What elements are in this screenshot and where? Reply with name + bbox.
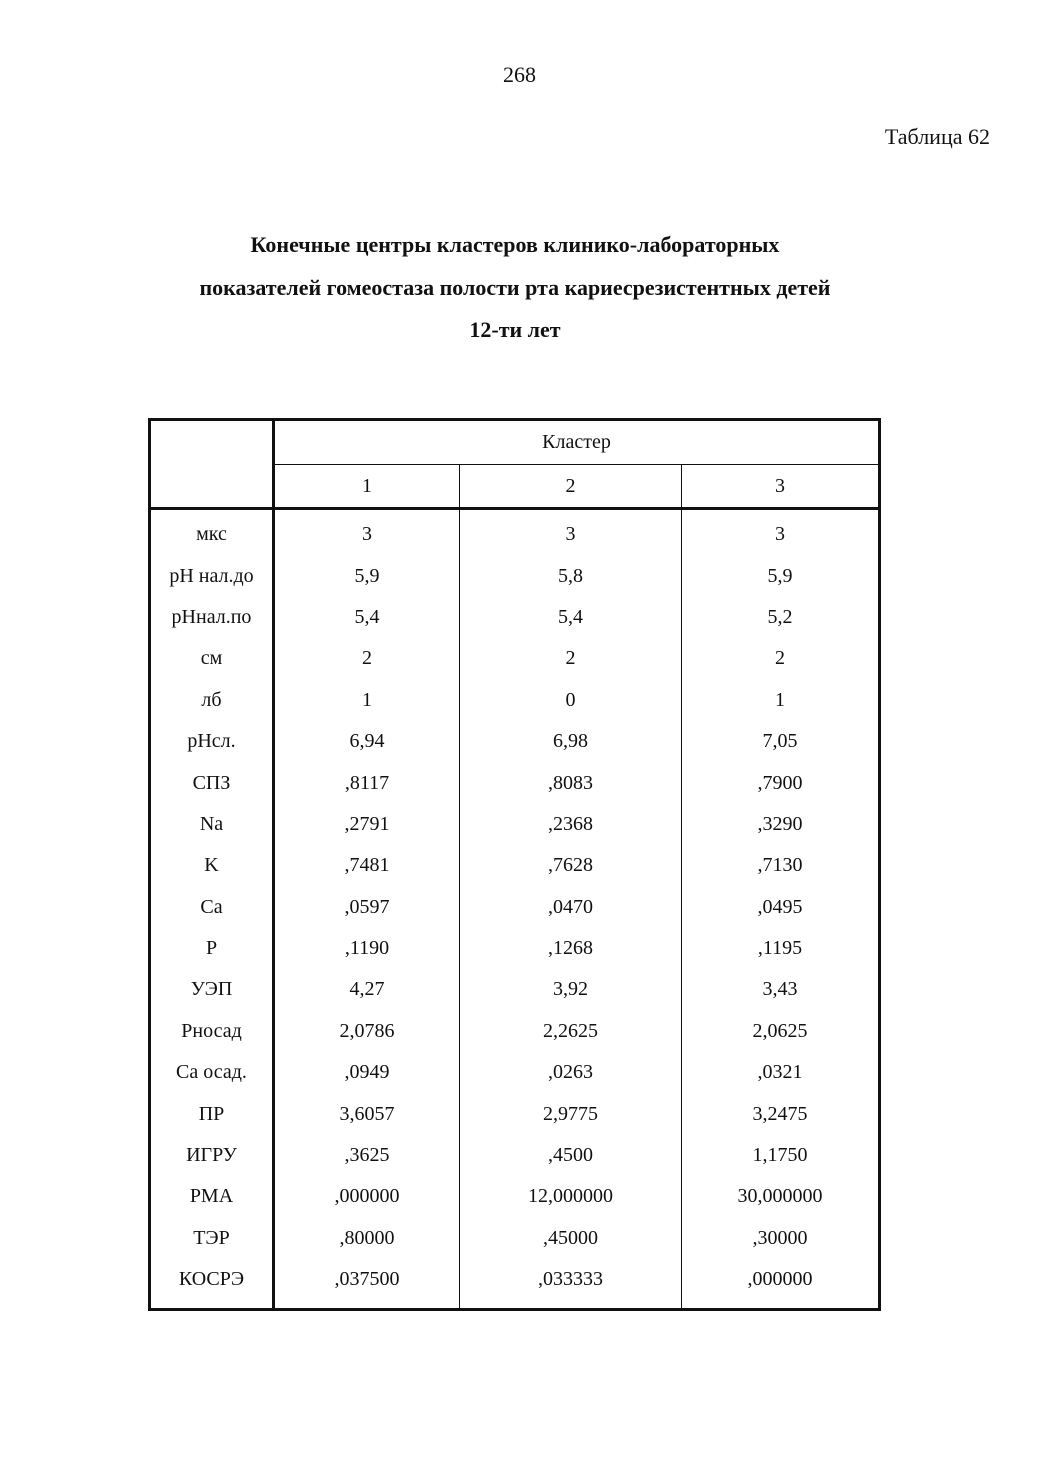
table-row	[150, 509, 880, 556]
cell-cluster-2: 5,8	[460, 555, 682, 596]
cell-cluster-2: 0	[460, 680, 682, 721]
cell-cluster-1: ,80000	[274, 1218, 460, 1259]
row-label: P	[150, 928, 274, 969]
cell-cluster-2: ,8083	[460, 762, 682, 803]
cell-cluster-3: 3	[775, 523, 785, 546]
table-row	[150, 887, 880, 928]
cell-cluster-3: 3,2475	[752, 1102, 808, 1125]
cell-cluster-3: 5,9	[767, 564, 793, 587]
table-row	[150, 721, 880, 762]
table-row	[150, 680, 880, 721]
cell-cluster-1: ,2791	[274, 804, 460, 845]
row-label: K	[150, 845, 274, 886]
row-label: ТЭР	[150, 1218, 274, 1259]
cell-cluster-2: 2,9775	[460, 1093, 682, 1134]
title-line: показателей гомеостаза полости рта кариесрезистентных детей	[199, 274, 831, 300]
column-header: 2	[460, 465, 682, 509]
table-row	[150, 1011, 880, 1052]
cell-cluster-3: ,000000	[747, 1268, 813, 1291]
title-line: Конечные центры кластеров клинико-лабораторных	[250, 232, 780, 257]
cell-cluster-2: ,45000	[460, 1218, 682, 1259]
row-label: pHсл.	[150, 721, 274, 762]
title-line: 12-ти лет	[469, 317, 561, 342]
row-label: Ca	[150, 887, 274, 928]
table-label: Таблица 62	[884, 124, 990, 149]
table-row	[150, 1093, 880, 1134]
row-label: мкс	[150, 509, 274, 556]
cell-cluster-3: ,30000	[752, 1226, 808, 1249]
cell-cluster-1: ,1190	[274, 928, 460, 969]
table-row	[150, 804, 880, 845]
row-label: PMA	[150, 1176, 274, 1217]
row-label: см	[150, 638, 274, 679]
row-label: Na	[150, 804, 274, 845]
cell-cluster-3: 30,000000	[737, 1185, 823, 1208]
row-label: Ca осад.	[150, 1052, 274, 1093]
table-row	[150, 969, 880, 1010]
cell-cluster-1: ,0597	[274, 887, 460, 928]
corner-cell	[150, 420, 274, 509]
row-label: лб	[150, 680, 274, 721]
cell-cluster-1: ,3625	[274, 1135, 460, 1176]
cell-cluster-3: ,3290	[757, 812, 803, 835]
table-row	[150, 1176, 880, 1217]
table-row	[150, 555, 880, 596]
cell-cluster-1: ,000000	[274, 1176, 460, 1217]
cell-cluster-2: 12,000000	[460, 1176, 682, 1217]
cell-cluster-1: 5,9	[274, 555, 460, 596]
cell-cluster-1: 2	[274, 638, 460, 679]
cell-cluster-3: 3,43	[762, 978, 798, 1001]
table-row	[150, 845, 880, 886]
table-body	[150, 509, 880, 1310]
cell-cluster-1: 4,27	[274, 969, 460, 1010]
cell-cluster-2: ,1268	[460, 928, 682, 969]
cell-cluster-3: ,0495	[757, 895, 803, 918]
cell-cluster-3: 2	[775, 647, 785, 670]
row-label: УЭП	[150, 969, 274, 1010]
cell-cluster-3: ,1195	[757, 937, 803, 960]
cell-cluster-3: ,7130	[757, 854, 803, 877]
cell-cluster-3: 7,05	[762, 730, 798, 753]
cell-cluster-2: 5,4	[460, 597, 682, 638]
cell-cluster-2: ,033333	[460, 1259, 682, 1310]
cell-cluster-3: ,0321	[757, 1061, 803, 1084]
cell-cluster-1: 5,4	[274, 597, 460, 638]
row-label: ИГРУ	[150, 1135, 274, 1176]
cell-cluster-2: ,7628	[460, 845, 682, 886]
row-label: Pносад	[150, 1011, 274, 1052]
table-row	[150, 1259, 880, 1310]
cell-cluster-3: 1	[775, 688, 785, 711]
table-row	[150, 638, 880, 679]
table-row	[150, 1218, 880, 1259]
cell-cluster-1: ,0949	[274, 1052, 460, 1093]
cell-cluster-1: 1	[274, 680, 460, 721]
cell-cluster-1: ,037500	[274, 1259, 460, 1310]
cell-cluster-1: 3,6057	[274, 1093, 460, 1134]
cell-cluster-1: 3	[274, 509, 460, 556]
table-row	[150, 1135, 880, 1176]
cluster-group-header: Кластер	[274, 420, 880, 465]
cell-cluster-3: ,7900	[757, 771, 803, 794]
row-label: pH нал.до	[150, 555, 274, 596]
cell-cluster-2: 3,92	[460, 969, 682, 1010]
page-number: 268	[503, 62, 536, 87]
cell-cluster-1: 2,0786	[274, 1011, 460, 1052]
row-label: СПЗ	[150, 762, 274, 803]
cell-cluster-1: ,8117	[274, 762, 460, 803]
table-title	[100, 224, 930, 352]
column-header: 1	[274, 465, 460, 509]
column-header: 3	[682, 465, 880, 509]
cell-cluster-2: ,2368	[460, 804, 682, 845]
cell-cluster-2: 2	[460, 638, 682, 679]
cell-cluster-2: 2,2625	[460, 1011, 682, 1052]
cell-cluster-3: 2,0625	[752, 1019, 808, 1042]
cell-cluster-2: 6,98	[460, 721, 682, 762]
cell-cluster-3: 1,1750	[752, 1144, 808, 1167]
cell-cluster-2: ,0263	[460, 1052, 682, 1093]
row-label: pHнал.по	[150, 597, 274, 638]
cell-cluster-1: 6,94	[274, 721, 460, 762]
cluster-centers-table	[148, 418, 881, 1311]
cell-cluster-1: ,7481	[274, 845, 460, 886]
table-row	[150, 762, 880, 803]
cell-cluster-2: ,0470	[460, 887, 682, 928]
cell-cluster-3: 5,2	[767, 605, 793, 628]
cell-cluster-2: 3	[460, 509, 682, 556]
row-label: ПР	[150, 1093, 274, 1134]
row-label: КОСРЭ	[150, 1259, 274, 1310]
table-row	[150, 928, 880, 969]
cell-cluster-2: ,4500	[460, 1135, 682, 1176]
table-row	[150, 1052, 880, 1093]
table-row	[150, 597, 880, 638]
